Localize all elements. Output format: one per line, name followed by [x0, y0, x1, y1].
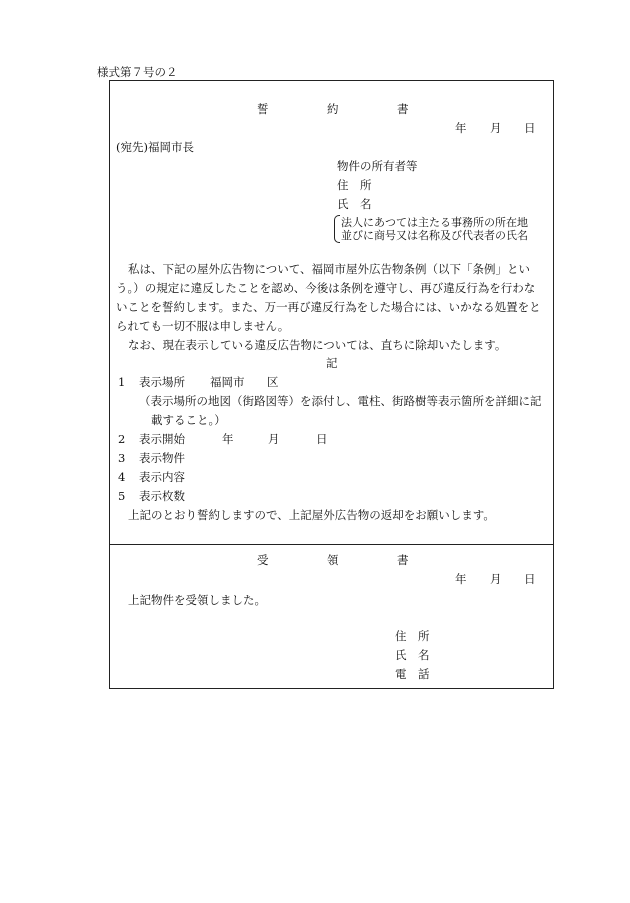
receipt-title-char-2: 領 — [327, 553, 339, 567]
receipt-date-year: 年 — [455, 572, 467, 586]
corporate-note-line-2: 並びに商号又は名称及び代表者の氏名 — [341, 229, 528, 242]
pledge-title-char-1: 誓 — [257, 102, 269, 116]
item-1-city: 福岡市 — [210, 375, 245, 389]
addressee: (宛先)福岡市長 — [116, 140, 194, 154]
corporate-note-line-1: 法人にあつては主たる事務所の所在地 — [341, 216, 528, 229]
pledge-closing: 上記のとおり誓約しますので、上記屋外広告物の返却をお願いします。 — [128, 508, 495, 522]
receipt-title-char-3: 書 — [397, 553, 409, 567]
item-3-number: 3 — [118, 451, 126, 465]
item-1-number: 1 — [118, 375, 126, 389]
item-4-label: 表示内容 — [139, 470, 185, 484]
item-1-ward: 区 — [267, 375, 279, 389]
item-3-label: 表示物件 — [139, 451, 185, 465]
owner-heading: 物件の所有者等 — [337, 159, 418, 173]
receipt-date-month: 月 — [490, 572, 502, 586]
pledge-body-line-2: う。）の規定に違反したことを認め、今後は条例を遵守し、再び違反行為を行わな — [116, 281, 536, 295]
item-1-note-line-1: （表示場所の地図（街路図等）を添付し、電柱、街路樹等表示箇所を詳細に記 — [139, 394, 542, 408]
pledge-title-char-3: 書 — [397, 102, 409, 116]
pledge-body-line-1: 私は、下記の屋外広告物について、福岡市屋外広告物条例（以下「条例」とい — [128, 262, 531, 276]
item-2-month: 月 — [268, 432, 280, 446]
form-number: 様式第７号の２ — [97, 65, 178, 79]
owner-address-label: 住 所 — [337, 178, 372, 192]
pledge-body-line-3: いことを誓約します。また、万一再び違反行為をした場合には、いかなる処置をと — [116, 300, 541, 314]
corporate-note-bracket — [334, 215, 340, 243]
item-4-number: 4 — [118, 470, 126, 484]
item-5-label: 表示枚数 — [139, 489, 185, 503]
item-2-day: 日 — [316, 432, 328, 446]
receipt-title-char-1: 受 — [257, 553, 269, 567]
pledge-title-char-2: 約 — [327, 102, 339, 116]
item-2-year: 年 — [222, 432, 234, 446]
pledge-date-year: 年 — [455, 121, 467, 135]
item-1-note-line-2: 載すること。） — [151, 413, 226, 427]
item-2-label: 表示開始 — [139, 432, 185, 446]
pledge-body-line-5: なお、現在表示している違反広告物については、直ちに除却いたします。 — [128, 338, 507, 352]
receipt-name-label: 氏 名 — [395, 648, 430, 662]
pledge-date-day: 日 — [524, 121, 536, 135]
receipt-statement: 上記物件を受領しました。 — [128, 593, 266, 607]
pledge-body-line-4: られても一切不服は申しません。 — [116, 319, 290, 333]
owner-name-label: 氏 名 — [337, 197, 372, 211]
item-2-number: 2 — [118, 432, 126, 446]
receipt-phone-label: 電 話 — [395, 667, 430, 681]
item-1-label: 表示場所 — [139, 375, 185, 389]
receipt-date-day: 日 — [524, 572, 536, 586]
ki-heading: 記 — [326, 356, 338, 370]
item-5-number: 5 — [118, 489, 126, 503]
receipt-address-label: 住 所 — [395, 629, 430, 643]
pledge-date-month: 月 — [490, 121, 502, 135]
